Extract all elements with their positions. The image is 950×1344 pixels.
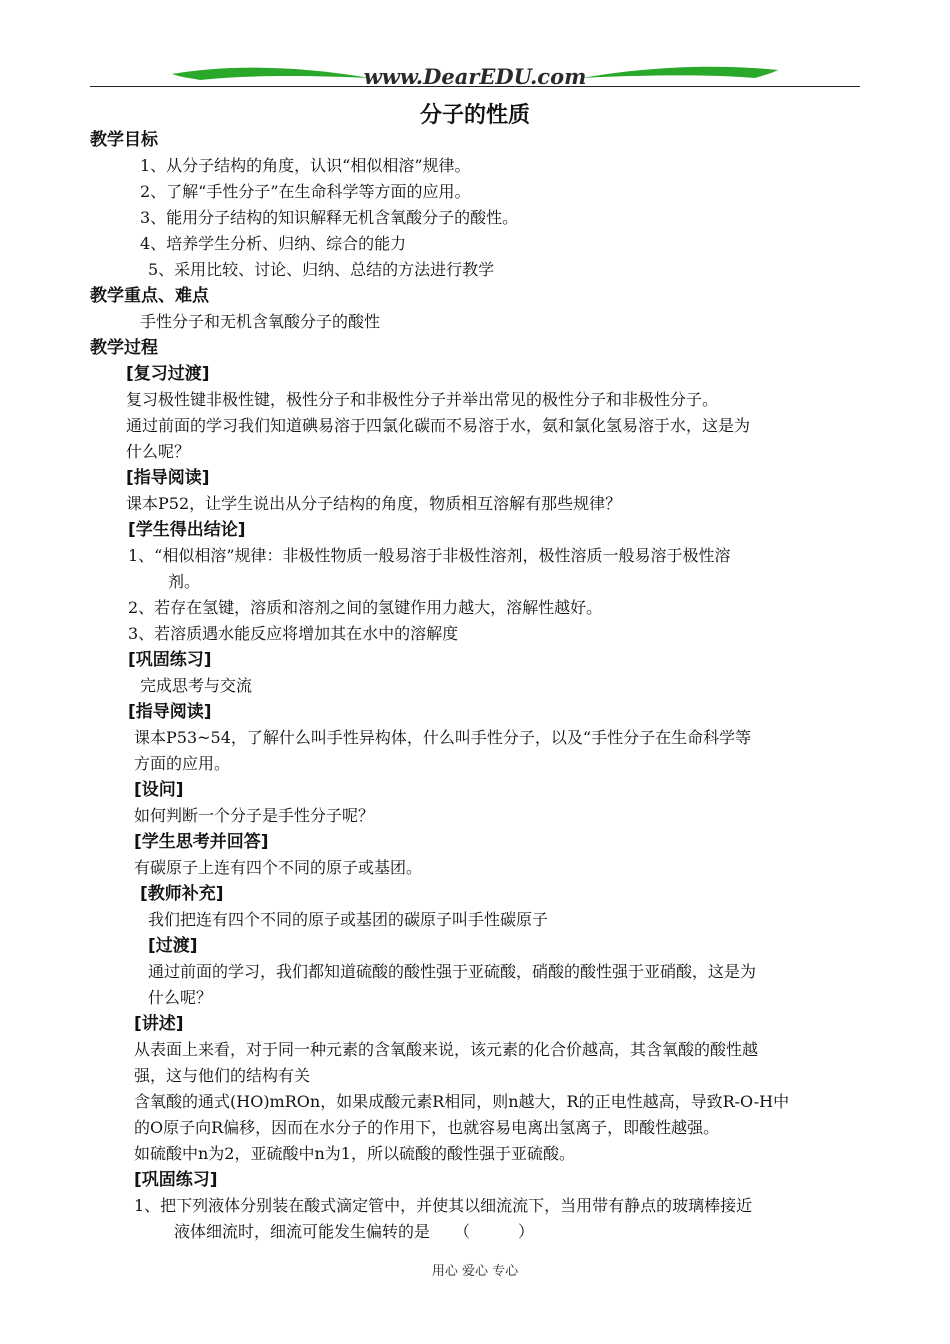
text-line: 如何判断一个分子是手性分子呢？ [134,806,375,825]
text-line: 1、从分子结构的角度，认识“相似相溶”规律。 [140,156,471,175]
header-divider [90,86,860,87]
text-line: 完成思考与交流 [140,676,253,695]
text-line: 我们把连有四个不同的原子或基团的碳原子叫手性碳原子 [148,910,549,929]
step-label: [巩固练习] [134,1170,218,1190]
text-line: 什么呢？ [126,442,191,461]
left-swoosh [172,68,370,80]
section-heading: 教学目标 [90,130,158,150]
site-logo-text: www.DearEDU.com [363,64,587,89]
step-label: [设问] [134,780,184,800]
text-line: 1、“相似相溶”规律：非极性物质一般易溶于非极性溶剂，极性溶质一般易溶于极性溶 [128,546,731,565]
text-line: 3、能用分子结构的知识解释无机含氧酸分子的酸性。 [140,208,519,227]
section-heading: 教学过程 [90,338,158,358]
page-footer: 用心 爱心 专心 [431,1264,519,1279]
text-line: 复习极性键非极性键，极性分子和非极性分子并举出常见的极性分子和非极性分子。 [126,390,719,409]
text-line: 有碳原子上连有四个不同的原子或基团。 [134,858,423,877]
step-label: [巩固练习] [128,650,212,670]
text-line: 课本P53~54，了解什么叫手性异构体，什么叫手性分子，以及“手性分子在生命科学等 [134,728,752,747]
text-line: 5、采用比较、讨论、归纳、总结的方法进行教学 [148,260,495,279]
text-line: 课本P52，让学生说出从分子结构的角度，物质相互溶解有那些规律？ [126,494,622,513]
text-line: 手性分子和无机含氧酸分子的酸性 [140,312,381,331]
step-label: [教师补充] [140,884,224,904]
text-line: 从表面上来看，对于同一种元素的含氧酸来说，该元素的化合价越高，其含氧酸的酸性越 [134,1040,759,1059]
step-label: [学生得出结论] [128,520,246,540]
text-line: 4、培养学生分析、归纳、综合的能力 [140,234,407,253]
text-line: 强，这与他们的结构有关 [134,1066,311,1085]
text-line: 如硫酸中n为2，亚硫酸中n为1，所以硫酸的酸性强于亚硫酸。 [134,1144,575,1163]
section-heading: 教学重点、难点 [90,286,209,306]
text-line: 3、若溶质遇水能反应将增加其在水中的溶解度 [128,624,459,643]
text-line: 的O原子向R偏移，因而在水分子的作用下，也就容易电离出氢离子，即酸性越强。 [134,1118,720,1137]
text-line: 液体细流时，细流可能发生偏转的是 （ ） [174,1222,535,1241]
text-line: 剂。 [168,572,201,591]
text-line: 什么呢？ [148,988,213,1007]
text-line: 方面的应用。 [134,754,231,773]
text-line: 2、了解“手性分子”在生命科学等方面的应用。 [140,182,471,201]
text-line: 1、把下列液体分别装在酸式滴定管中，并使其以细流流下，当用带有静点的玻璃棒接近 [134,1196,753,1215]
header-banner [170,60,780,92]
step-label: [学生思考并回答] [134,832,269,852]
step-label: [讲述] [134,1014,184,1034]
text-line: 2、若存在氢键，溶质和溶剂之间的氢键作用力越大，溶解性越好。 [128,598,603,617]
document-title: 分子的性质 [419,103,530,128]
text-line: 通过前面的学习，我们都知道硫酸的酸性强于亚硫酸，硝酸的酸性强于亚硝酸，这是为 [148,962,757,981]
step-label: [指导阅读] [128,702,212,722]
text-line: 含氧酸的通式(HO)mROn，如果成酸元素R相同，则n越大，R的正电性越高，导致R-O-H中 [134,1092,790,1111]
step-label: [复习过渡] [126,364,210,384]
text-line: 通过前面的学习我们知道碘易溶于四氯化碳而不易溶于水，氨和氯化氢易溶于水，这是为 [126,416,751,435]
right-swoosh [582,67,778,78]
step-label: [指导阅读] [126,468,210,488]
step-label: [过渡] [148,936,198,956]
